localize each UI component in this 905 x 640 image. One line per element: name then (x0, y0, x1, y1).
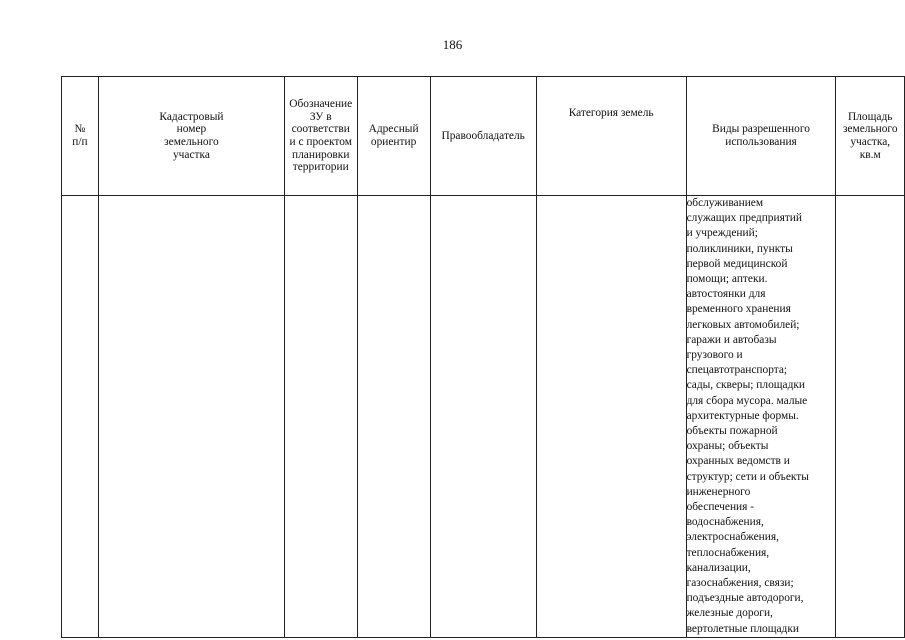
permitted-use-line: грузового и (686, 349, 743, 362)
permitted-use-line: инженерного (686, 485, 751, 498)
permitted-use-line: для сбора мусора. малые (686, 394, 808, 407)
permitted-use-line: структур; сети и объекты (686, 470, 809, 483)
cell-permitted-use (686, 196, 836, 638)
cell-address (357, 196, 430, 638)
header-land-category: Категория земель (536, 77, 686, 196)
cell-area (836, 196, 905, 638)
permitted-use-line: вертолетные площадки (686, 622, 799, 635)
header-address: Адресный ориентир (357, 77, 430, 196)
permitted-use-line: железные дороги, (686, 607, 773, 620)
header-cadastral-number: Кадастровый номер земельного участка (98, 77, 284, 196)
permitted-use-line: и учреждений; (686, 227, 758, 240)
permitted-use-line: поликлиники, пункты (686, 242, 793, 255)
land-plots-table (61, 76, 905, 638)
permitted-use-line: архитектурные формы. (686, 409, 799, 422)
permitted-use-line: гаражи и автобазы (686, 333, 777, 346)
permitted-use-line: спецавтотранспорта; (686, 364, 788, 377)
permitted-use-line: первой медицинской (686, 257, 788, 270)
header-row (62, 77, 905, 196)
permitted-use-line: служащих предприятий (686, 212, 802, 225)
permitted-use-line: подъездные автодороги, (686, 592, 804, 605)
permitted-use-line: обеспечения - (686, 501, 755, 514)
permitted-use-line: автостоянки для (686, 288, 766, 301)
header-area: Площадь земельного участка, кв.м (836, 77, 905, 196)
header-permitted-use: Виды разрешенного использования (686, 77, 836, 196)
permitted-use-line: электроснабжения, (686, 531, 779, 544)
header-owner: Правообладатель (430, 77, 536, 196)
permitted-use-line: объекты пожарной (686, 425, 778, 438)
header-number: № п/п (62, 77, 99, 196)
permitted-use-line: легковых автомобилей; (686, 318, 800, 331)
permitted-use-line: охраны; объекты (686, 440, 769, 453)
cell-number (62, 196, 99, 638)
cell-plot-designation (284, 196, 357, 638)
permitted-use-line: помощи; аптеки. (686, 273, 768, 286)
permitted-use-line: теплоснабжения, (686, 546, 770, 559)
permitted-use-line: сады, скверы; площадки (686, 379, 806, 392)
permitted-use-line: обслуживанием (686, 197, 764, 209)
cell-cadastral-number (98, 196, 284, 638)
permitted-use-line: временного хранения (686, 303, 791, 316)
page-number: 186 (442, 37, 463, 52)
cell-owner (430, 196, 536, 638)
header-plot-designation: Обозначение ЗУ в соответстви и с проектом планировки территории (284, 77, 357, 196)
permitted-use-line: газоснабжения, связи; (686, 577, 794, 590)
cell-land-category (536, 196, 686, 638)
table-row (62, 196, 905, 638)
permitted-use-line: водоснабжения, (686, 516, 764, 529)
permitted-use-line: канализации, (686, 561, 751, 574)
permitted-use-line: охранных ведомств и (686, 455, 790, 468)
